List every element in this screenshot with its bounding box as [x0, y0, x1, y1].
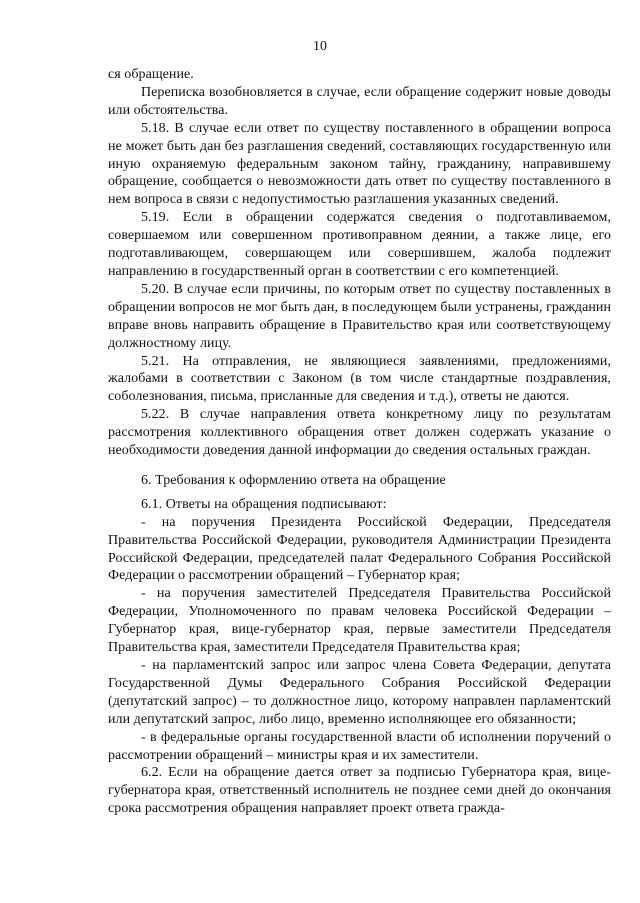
list-item: - на парламентский запрос или запрос члена Совета Федерации, депутата Государственной Думы Федерального Собрания Российской Федерации (депутатский запрос) – то должностное лицо, которому направлен парламентский или депутатский запрос, либо лицо, временно исполняющее его обязанности; — [108, 658, 611, 727]
paragraph-5-21: 5.21. На отправления, не являющиеся заявлениями, предложениями, жалобами в соответствии с Законом (в том числе стандартные поздравления, соболезнования, письма, присланные для сведения и т.д.), ответы не даются. — [108, 353, 611, 405]
section-6-heading: 6. Требования к оформлению ответа на обращение — [141, 472, 446, 488]
paragraph-5-20: 5.20. В случае если причины, по которым ответ по существу поставленных в обращении вопросов не мог быть дан, в последующем были устранены, гражданин вправе вновь направить обращение в Правительство края или соответствующему должностному лицу. — [108, 281, 611, 351]
paragraph-6-2: 6.2. Если на обращение дается ответ за подписью Губернатора края, вице-губернатора края, ответственный исполнитель не позднее семи дней до окончания срока рассмотрения обращения направляет проект ответа гражда- — [108, 765, 611, 817]
list-item: - на поручения Президента Российской Федерации, Председателя Правительства Российской Федерации, руководителя Администрации Президента Российской Федерации, председателей палат Федерального Собрания Российской Федерации о рассмотрении обращений – Губернатор края; — [108, 514, 611, 584]
paragraph-5-19: 5.19. Если в обращении содержатся сведения о подготавливаемом, совершаемом или совершенном противоправном деянии, а также лице, его подготавливающем, совершающем или совершившем, жалоба подлежит направлению в государственный орган в соответствии с его компетенцией. — [108, 210, 611, 279]
paragraph-correspondence-resume: Переписка возобновляется в случае, если обращение содержит новые доводы или обстоятельства. — [108, 84, 611, 118]
document-body — [108, 66, 611, 818]
paragraph-continuation: ся обращение. — [108, 67, 194, 82]
paragraph-5-18: 5.18. В случае если ответ по существу поставленного в обращении вопроса не может быть дан без разглашения сведений, составляющих государственную или иную охраняемую федеральным законом тайну, гражданину, направившему обращение, сообщается о невозможности дать ответ по существу поставленного в нем вопроса в связи с недопустимостью разглашения указанных сведений. — [108, 120, 611, 208]
page-number: 10 — [313, 39, 327, 54]
paragraph-6-1: 6.1. Ответы на обращения подписывают: — [141, 496, 387, 512]
list-item: - в федеральные органы государственной власти об исполнении поручений о рассмотрении обращений – министры края и их заместители. — [108, 729, 611, 763]
paragraph-5-22: 5.22. В случае направления ответа конкретному лицу по результатам рассмотрения коллективного обращения ответ должен содержать указание о необходимости доведения данной информации до сведения остальных граждан. — [108, 407, 611, 459]
list-item: - на поручения заместителей Председателя Правительства Российской Федерации, Уполномоченного по правам человека Российской Федерации – Губернатор края, вице-губернатор края, первые заместители Председателя Правительства края, заместители Председателя Правительства края; — [108, 586, 611, 656]
